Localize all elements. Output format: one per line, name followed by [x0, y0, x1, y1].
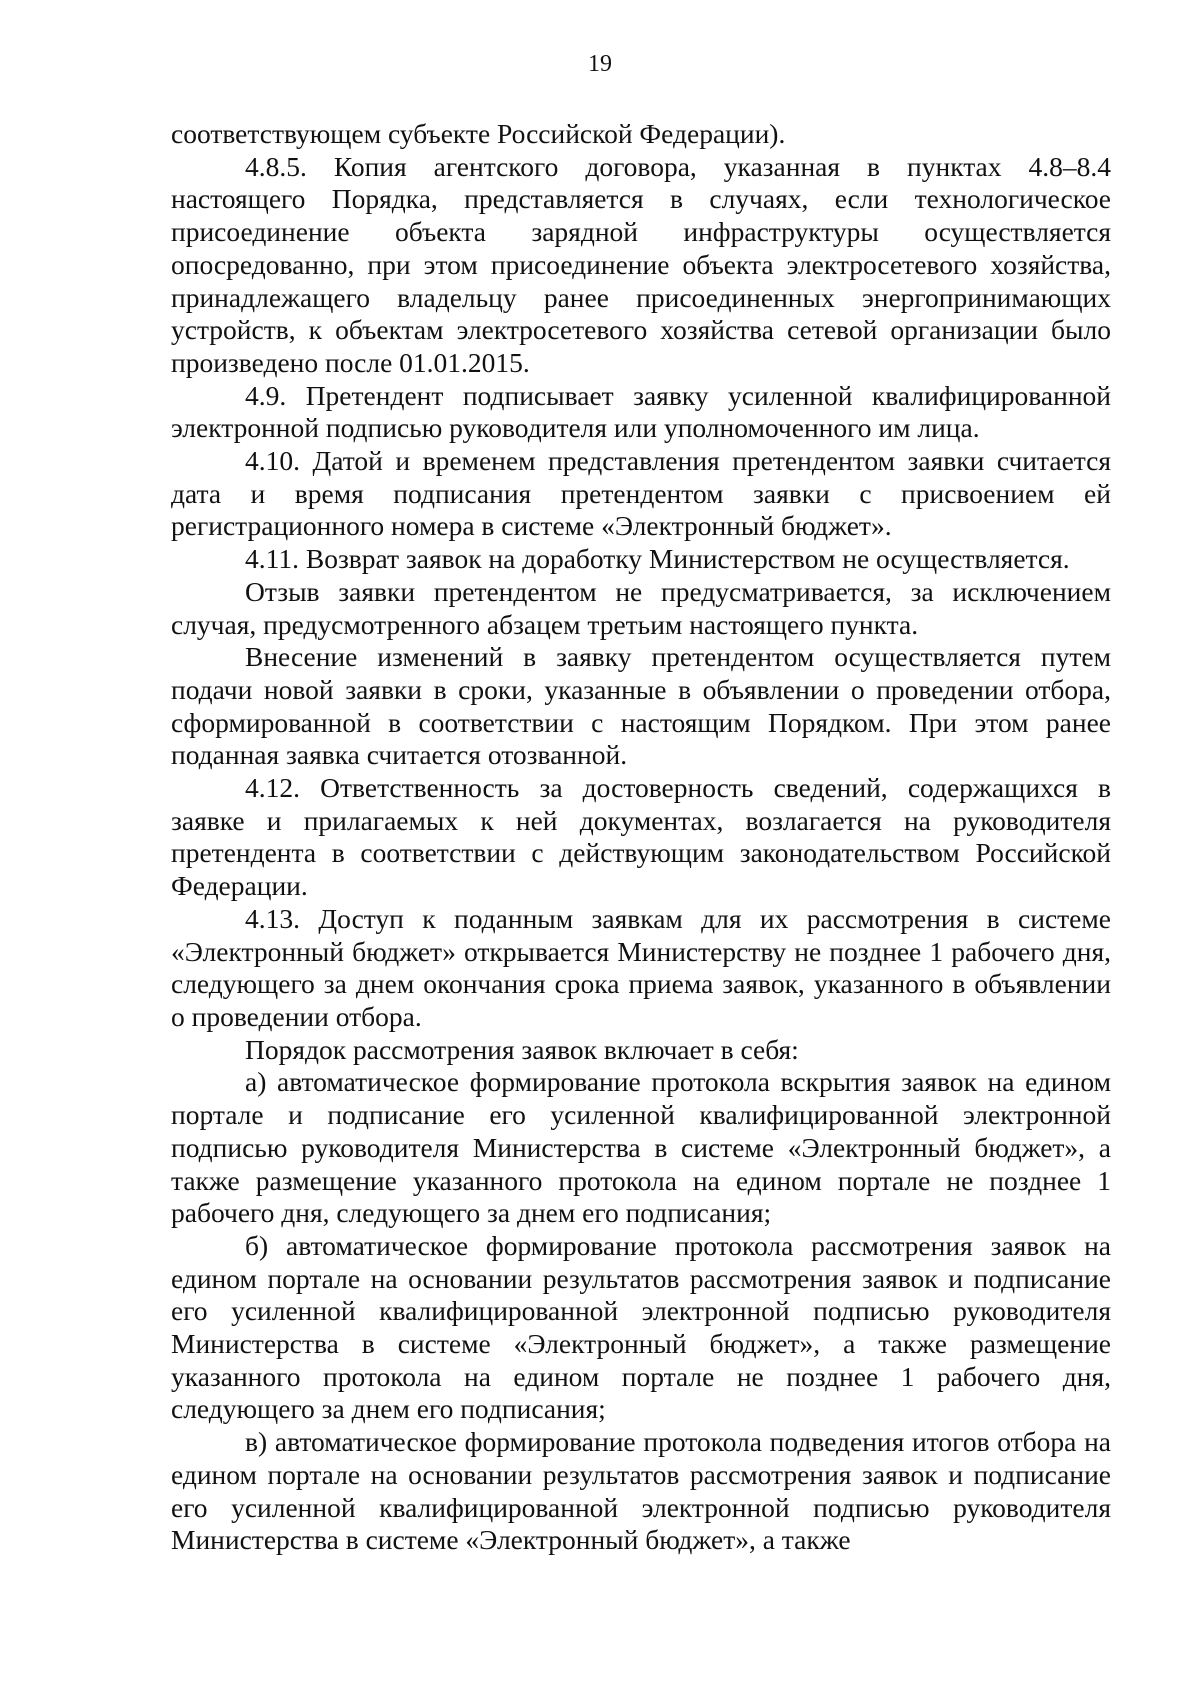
paragraph-4-10: 4.10. Датой и временем представления претендентом заявки считается дата и время подписания претендентом заявки с присвоением ей регистрационного номера в системе «Электронный бюджет».: [171, 445, 1111, 542]
paragraph-review-procedure: Порядок рассмотрения заявок включает в себя:: [245, 1033, 799, 1065]
paragraph-continuation: соответствующем субъекте Российской Федерации).: [171, 118, 786, 149]
paragraph-4-8-5: 4.8.5. Копия агентского договора, указанная в пунктах 4.8–8.4 настоящего Порядка, представляется в случаях, если технологическое присоединение объекта зарядной инфраструктуры осуществляется опосредованно, при этом присоединение объекта электросетевого хозяйства, принадлежащего владельцу ранее присоединенных энергопринимающих устройств, к объектам электросетевого хозяйства сетевой организации было произведено после 01.01.2015.: [171, 150, 1111, 378]
list-item-a: а) автоматическое формирование протокола вскрытия заявок на едином портале и подписание его усиленной квалифицированной электронной подписью руководителя Министерства в системе «Электронный бюджет», а также размещение указанного протокола на едином портале не позднее 1 рабочего дня, следующего за днем его подписания;: [171, 1066, 1111, 1229]
paragraph-4-11-changes: Внесение изменений в заявку претендентом осуществляется путем подачи новой заявки в сроки, указанные в объявлении о проведении отбора, сформированной в соответствии с настоящим Порядком. При этом ранее поданная заявка считается отозванной.: [171, 641, 1111, 771]
page-number: 19: [588, 51, 612, 77]
paragraph-4-13: 4.13. Доступ к поданным заявкам для их рассмотрения в системе «Электронный бюджет» открывается Министерству не позднее 1 рабочего дня, следующего за днем окончания срока приема заявок, указанного в объявлении о проведении отбора.: [171, 902, 1111, 1032]
paragraph-4-9: 4.9. Претендент подписывает заявку усиленной квалифицированной электронной подписью руководителя или уполномоченного им лица.: [171, 379, 1111, 444]
list-item-b: б) автоматическое формирование протокола рассмотрения заявок на едином портале на основании результатов рассмотрения заявок и подписание его усиленной квалифицированной электронной подписью руководителя Министерства в системе «Электронный бюджет», а также размещение указанного протокола на едином портале не позднее 1 рабочего дня, следующего за днем его подписания;: [171, 1229, 1111, 1425]
paragraph-4-12: 4.12. Ответственность за достоверность сведений, содержащихся в заявке и прилагаемых к ней документах, возлагается на руководителя претендента в соответствии с действующим законодательством Российской Федерации.: [171, 772, 1111, 902]
document-body: [171, 118, 1111, 1557]
list-item-v: в) автоматическое формирование протокола подведения итогов отбора на едином портале на основании результатов рассмотрения заявок и подписание его усиленной квалифицированной электронной подписью руководителя Министерства в системе «Электронный бюджет», а также: [171, 1426, 1111, 1556]
paragraph-4-11-withdrawal: Отзыв заявки претендентом не предусматривается, за исключением случая, предусмотренного абзацем третьим настоящего пункта.: [171, 575, 1111, 640]
paragraph-4-11: 4.11. Возврат заявок на доработку Министерством не осуществляется.: [245, 543, 1070, 575]
